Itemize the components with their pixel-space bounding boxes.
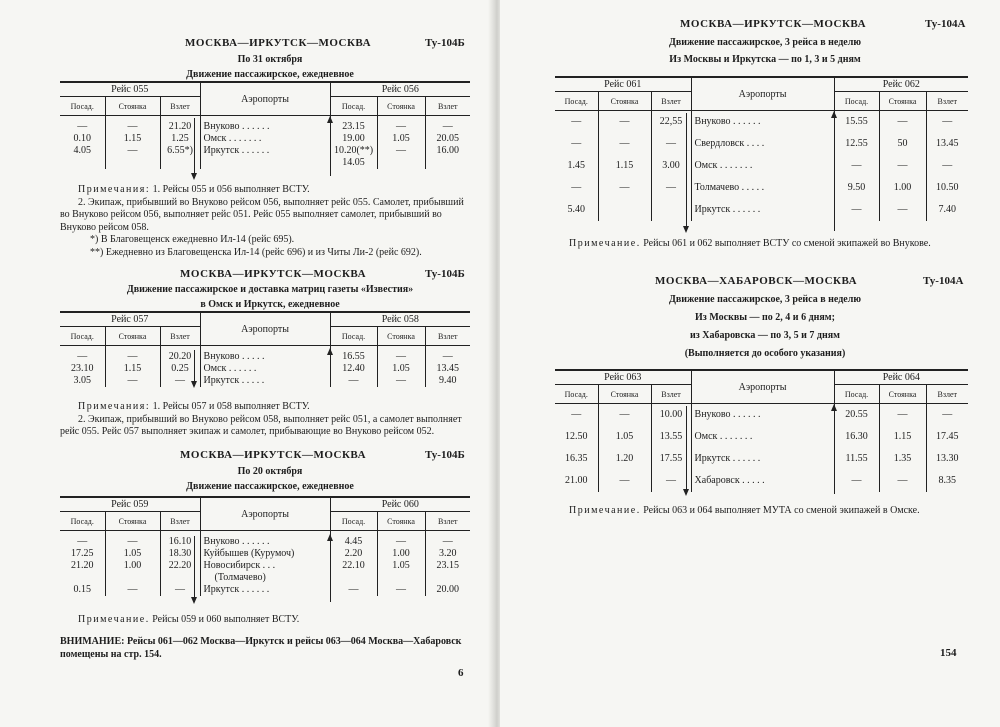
flight-header: Рейс 056: [330, 83, 470, 97]
section-subtitle: По 31 октября Движение пассажирское, ежедневное: [186, 54, 354, 80]
section-title: МОСКВА—ИРКУТСК—МОСКВА: [185, 37, 372, 49]
direction-down-icon: [194, 536, 195, 602]
col-header: Взлет: [160, 97, 200, 116]
aircraft-type: Ту-104Б: [425, 37, 465, 49]
section-subtitle: Движение пассажирское и доставка матриц газеты «Известия» в Омск и Иркутск, ежедневное: [126, 284, 414, 310]
direction-down-icon: [686, 406, 687, 494]
col-header: Посад.: [330, 327, 377, 346]
direction-up-icon: [330, 536, 331, 602]
table-row: 1.45 1.15 3.00 Омск . . . . . . . — — —: [555, 155, 968, 177]
timetable-055-056: [60, 83, 470, 169]
col-header: Взлет: [425, 327, 470, 346]
notes-block: Примечания: 1. Рейсы 055 и 056 выполняет ВСТУ. 2. Экипаж, прибывший во Внуково рейсом 056, выполняет рейс 055. Самолет, прибывший во Внуково рейсом 056, выполняет рейс 051. Рейс 055 выполняет самолет, прибывший во Внуково рейсом 058. *) В Благовещенск ежедневно Ил-14 (рейс 695). **) Ежедневно из Благовещенска Ил-14 (рейс 696) и из Читы Ли-2 (рейс 692).: [60, 184, 464, 258]
col-header: Взлет: [651, 385, 691, 404]
col-header: Взлет: [926, 385, 968, 404]
attention-note: ВНИМАНИЕ: Рейсы 061—062 Москва—Иркутск и рейсы 063—064 Москва—Хабаровск помещены на стр. 154.: [60, 636, 462, 660]
direction-down-icon: [194, 118, 195, 178]
aircraft-type: Ту-104А: [925, 18, 966, 30]
col-header: Посад.: [60, 97, 105, 116]
section-title: МОСКВА—ИРКУТСК—МОСКВА: [680, 18, 867, 30]
col-header: Стоянка: [377, 97, 425, 116]
col-header: Посад.: [555, 385, 598, 404]
flight-header: Рейс 063: [555, 371, 691, 385]
col-header: Стоянка: [105, 512, 160, 531]
col-header: Взлет: [160, 512, 200, 531]
col-header: Посад.: [555, 92, 598, 111]
section-subtitle: Движение пассажирское, 3 рейса в неделю Из Москвы и Иркутска — по 1, 3 и 5 дням: [669, 37, 861, 65]
flight-header: Рейс 061: [555, 78, 691, 92]
section-title: МОСКВА—ХАБАРОВСК—МОСКВА: [655, 275, 858, 287]
col-header: Стоянка: [105, 327, 160, 346]
timetable-059-060: [60, 498, 470, 596]
col-header: Взлет: [425, 512, 470, 531]
timetable-063-064: [555, 371, 968, 492]
table-row: — — 10.00 Внуково . . . . . . 20.55 — —: [555, 404, 968, 427]
table-row: 5.40 Иркутск . . . . . . — — 7.40: [555, 199, 968, 221]
flight-header: Рейс 058: [330, 313, 470, 327]
timetable-057-058: [60, 313, 470, 387]
section-title: МОСКВА—ИРКУТСК—МОСКВА: [180, 449, 367, 461]
table-row: 0.10 1.15 1.25 Омск . . . . . . . 19.00 1.05 20.05: [60, 133, 470, 145]
col-header: Стоянка: [879, 92, 926, 111]
flight-header: Рейс 055: [60, 83, 200, 97]
airports-header: Аэропорты: [200, 83, 330, 116]
section-title: МОСКВА—ИРКУТСК—МОСКВА: [180, 268, 367, 280]
table-row: 16.35 1.20 17.55 Иркутск . . . . . . 11.55 1.35 13.30: [555, 448, 968, 470]
section-subtitle: По 20 октября Движение пассажирское, ежедневное: [186, 466, 354, 492]
col-header: Взлет: [651, 92, 691, 111]
page-number: 6: [458, 667, 464, 679]
flight-header: Рейс 060: [330, 498, 470, 512]
col-header: Посад.: [60, 327, 105, 346]
table-row: — — 16.10 Внуково . . . . . . 4.45 — —: [60, 531, 470, 549]
table-row: — — — Толмачево . . . . . 9.50 1.00 10.50: [555, 177, 968, 199]
flight-header: Рейс 062: [834, 78, 968, 92]
col-header: Стоянка: [377, 512, 425, 531]
aircraft-type: Ту-104Б: [425, 449, 465, 461]
table-row: 23.10 1.15 0.25 Омск . . . . . . 12.40 1.05 13.45: [60, 363, 470, 375]
col-header: Стоянка: [598, 92, 651, 111]
col-header: Стоянка: [105, 97, 160, 116]
table-row: 3.05 — — Иркутск . . . . . — — 9.40: [60, 375, 470, 387]
page-number: 154: [940, 647, 957, 659]
direction-up-icon: [330, 350, 331, 386]
table-row: 0.15 — — Иркутск . . . . . . — — 20.00: [60, 584, 470, 596]
col-header: Стоянка: [598, 385, 651, 404]
col-header: Посад.: [834, 385, 879, 404]
table-row: — — — Свердловск . . . . 12.55 50 13.45: [555, 133, 968, 155]
airports-header: Аэропорты: [200, 313, 330, 346]
col-header: Взлет: [926, 92, 968, 111]
notes-block: Примечание. Рейсы 063 и 064 выполняет МУТА со сменой экипажей в Омске.: [569, 505, 920, 516]
left-page: [0, 0, 493, 727]
col-header: Посад.: [60, 512, 105, 531]
timetable-061-062: [555, 78, 968, 221]
airports-header: Аэропорты: [691, 78, 834, 111]
table-row: — — 21.20 Внуково . . . . . . 23.15 — —: [60, 116, 470, 134]
flight-header: Рейс 064: [834, 371, 968, 385]
aircraft-type: Ту-104А: [923, 275, 964, 287]
table-row: — — 22,55 Внуково . . . . . . 15.55 — —: [555, 111, 968, 134]
table-row: (Толмачево): [60, 572, 470, 584]
notes-block: Примечание. Рейсы 061 и 062 выполняет ВСТУ со сменой экипажей во Внукове.: [569, 238, 931, 249]
direction-down-icon: [194, 350, 195, 386]
col-header: Посад.: [330, 512, 377, 531]
col-header: Стоянка: [377, 327, 425, 346]
flight-header: Рейс 057: [60, 313, 200, 327]
table-row: 4.05 — 6.55*) Иркутск . . . . . . 10.20(**) — 16.00: [60, 145, 470, 157]
direction-up-icon: [330, 118, 331, 176]
col-header: Взлет: [425, 97, 470, 116]
col-header: Посад.: [834, 92, 879, 111]
airports-header: Аэропорты: [200, 498, 330, 531]
table-row: — — 20.20 Внуково . . . . . 16.55 — —: [60, 346, 470, 364]
col-header: Посад.: [330, 97, 377, 116]
col-header: Взлет: [160, 327, 200, 346]
aircraft-type: Ту-104Б: [425, 268, 465, 280]
direction-up-icon: [834, 406, 835, 494]
table-row: 17.25 1.05 18.30 Куйбышев (Курумоч) 2.20 1.00 3.20: [60, 548, 470, 560]
table-row: 12.50 1.05 13.55 Омск . . . . . . . 16.30 1.15 17.45: [555, 426, 968, 448]
notes-block: Примечание. Рейсы 059 и 060 выполняет ВСТУ.: [78, 614, 300, 625]
table-row: 21.20 1.00 22.20 Новосибирск . . . 22.10 1.05 23.15: [60, 560, 470, 572]
right-page: [500, 0, 1000, 727]
table-row: 14.05: [60, 157, 470, 169]
table-row: 21.00 — — Хабаровск . . . . . — — 8.35: [555, 470, 968, 492]
notes-block: Примечания: 1. Рейсы 057 и 058 выполняет ВСТУ. 2. Экипаж, прибывший во Внуково рейсом 058, выполняет рейс 051, а самолет выполняет рейс 055. Рейс 057 выполняет экипаж и самолет, прибывающие во Внуково рейсом 052.: [60, 401, 462, 437]
airports-header: Аэропорты: [691, 371, 834, 404]
col-header: Стоянка: [879, 385, 926, 404]
flight-header: Рейс 059: [60, 498, 200, 512]
direction-down-icon: [686, 113, 687, 231]
direction-up-icon: [834, 113, 835, 231]
section-subtitle: Движение пассажирское, 3 рейса в неделю Из Москвы — по 2, 4 и 6 дням; из Хабаровска — по 3, 5 и 7 дням (Выполняется до особого указания): [669, 294, 861, 359]
